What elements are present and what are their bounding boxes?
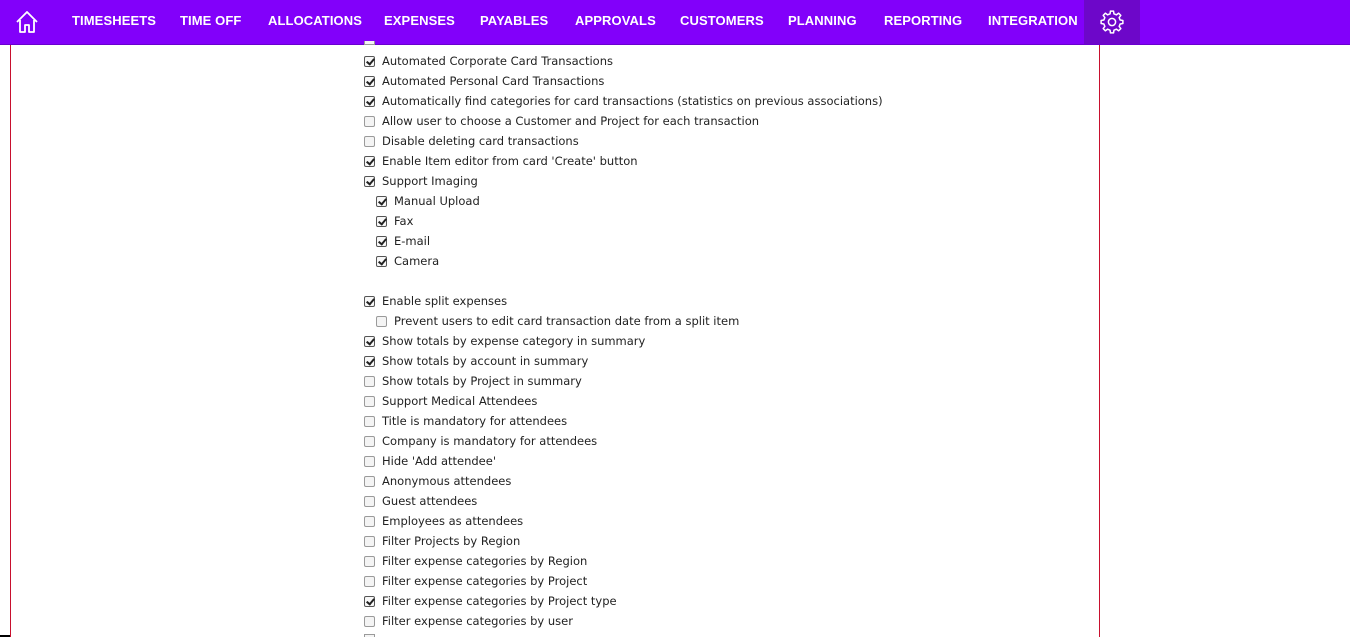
option-label: Title is mandatory for attendees (382, 414, 568, 428)
option-label: Fax (394, 214, 414, 228)
option-checkbox[interactable] (364, 56, 375, 67)
option-row[interactable] (364, 291, 507, 311)
option-row[interactable] (364, 491, 477, 511)
nav-allocations[interactable]: ALLOCATIONS (268, 13, 363, 28)
option-checkbox[interactable] (364, 296, 375, 307)
option-label: Support Imaging (382, 174, 478, 188)
option-label: Filter expense categories by Project type (382, 594, 617, 608)
option-checkbox[interactable] (376, 216, 387, 227)
content-frame-right-border (1099, 45, 1100, 637)
option-label: Manual Upload (394, 194, 480, 208)
option-checkbox[interactable] (364, 336, 375, 347)
option-label: Enable split expenses (382, 294, 508, 308)
option-checkbox[interactable] (364, 616, 375, 627)
option-label: Guest attendees (382, 494, 478, 508)
option-row[interactable] (364, 371, 582, 391)
option-checkbox[interactable] (364, 576, 375, 587)
option-checkbox[interactable] (364, 476, 375, 487)
nav-payables[interactable]: PAYABLES (480, 13, 549, 28)
option-row[interactable] (364, 471, 511, 491)
option-label: Automated Personal Card Transactions (382, 74, 605, 88)
option-row[interactable] (364, 431, 597, 451)
option-checkbox[interactable] (364, 156, 375, 167)
option-label: Disable deleting card transactions (382, 134, 579, 148)
option-checkbox[interactable] (376, 236, 387, 247)
option-checkbox[interactable] (364, 516, 375, 527)
option-row[interactable] (364, 51, 613, 71)
option-row[interactable] (364, 111, 759, 131)
option-label: Allow user to choose a Customer and Project for each transaction (382, 114, 760, 128)
option-row[interactable] (376, 311, 739, 331)
option-checkbox[interactable] (364, 556, 375, 567)
option-checkbox[interactable] (364, 536, 375, 547)
option-row[interactable] (364, 151, 638, 171)
nav-planning[interactable]: PLANNING (788, 13, 857, 28)
option-label: Filter expense categories by user (382, 614, 573, 628)
option-label: Support Medical Attendees (382, 394, 538, 408)
option-checkbox[interactable] (364, 436, 375, 447)
option-checkbox[interactable] (364, 456, 375, 467)
option-label: Enable Item editor from card 'Create' button (382, 154, 638, 168)
option-label: Filter Projects by Region (382, 534, 521, 548)
option-label: Show totals by expense category in summary (382, 334, 646, 348)
option-checkbox[interactable] (364, 356, 375, 367)
option-row[interactable] (364, 531, 520, 551)
nav-integration[interactable]: INTEGRATION (988, 13, 1078, 28)
option-label: E-mail (394, 234, 431, 248)
partial-checkbox-above[interactable] (364, 41, 375, 45)
home-icon (14, 9, 40, 35)
option-row[interactable] (364, 131, 579, 151)
option-row[interactable] (364, 351, 588, 371)
option-row[interactable] (364, 331, 645, 351)
nav-time-off[interactable]: TIME OFF (180, 13, 242, 28)
option-label: Filter expense categories by Region (382, 554, 588, 568)
nav-approvals[interactable]: APPROVALS (575, 13, 656, 28)
option-row[interactable] (364, 591, 617, 611)
option-row[interactable] (364, 411, 567, 431)
option-checkbox[interactable] (364, 96, 375, 107)
option-label: Show totals by account in summary (382, 354, 589, 368)
option-label: Automatically find categories for card transactions (statistics on previous associations) (382, 94, 883, 108)
option-checkbox[interactable] (364, 396, 375, 407)
nav-customers[interactable]: CUSTOMERS (680, 13, 764, 28)
option-checkbox[interactable] (364, 596, 375, 607)
option-checkbox[interactable] (364, 116, 375, 127)
option-row[interactable] (364, 171, 478, 191)
option-row[interactable] (376, 231, 430, 251)
option-label: Prevent users to edit card transaction date from a split item (394, 314, 740, 328)
option-checkbox[interactable] (364, 76, 375, 87)
option-checkbox[interactable] (364, 496, 375, 507)
nav-reporting[interactable]: REPORTING (884, 13, 963, 28)
option-row[interactable] (364, 71, 604, 91)
option-row[interactable] (364, 91, 883, 111)
option-label: Employees as attendees (382, 514, 524, 528)
option-row[interactable] (364, 451, 496, 471)
option-row[interactable] (364, 571, 587, 591)
option-row[interactable] (364, 391, 537, 411)
settings-button[interactable] (1084, 0, 1140, 44)
option-checkbox[interactable] (364, 416, 375, 427)
option-label: Automated Corporate Card Transactions (382, 54, 613, 68)
option-checkbox[interactable] (364, 176, 375, 187)
home-button[interactable] (10, 6, 44, 38)
option-row[interactable] (376, 191, 480, 211)
top-navigation-bar (0, 0, 1350, 45)
nav-expenses[interactable]: EXPENSES (384, 13, 455, 28)
option-checkbox[interactable] (376, 316, 387, 327)
option-checkbox[interactable] (364, 376, 375, 387)
option-checkbox[interactable] (364, 136, 375, 147)
option-row[interactable] (364, 511, 523, 531)
option-checkbox[interactable] (376, 196, 387, 207)
content-frame-left-border (10, 45, 11, 637)
option-label: Anonymous attendees (382, 474, 512, 488)
option-label: Hide 'Add attendee' (382, 454, 496, 468)
option-label: Company is mandatory for attendees (382, 434, 598, 448)
option-checkbox[interactable] (376, 256, 387, 267)
option-label: Camera (394, 254, 440, 268)
option-row[interactable] (364, 611, 573, 631)
nav-timesheets[interactable]: TIMESHEETS (72, 13, 157, 28)
option-row[interactable] (376, 251, 439, 271)
option-row[interactable] (376, 211, 413, 231)
option-label: Filter expense categories by Project (382, 574, 588, 588)
option-row[interactable] (364, 551, 587, 571)
option-label: Show totals by Project in summary (382, 374, 582, 388)
gear-icon (1099, 9, 1125, 35)
